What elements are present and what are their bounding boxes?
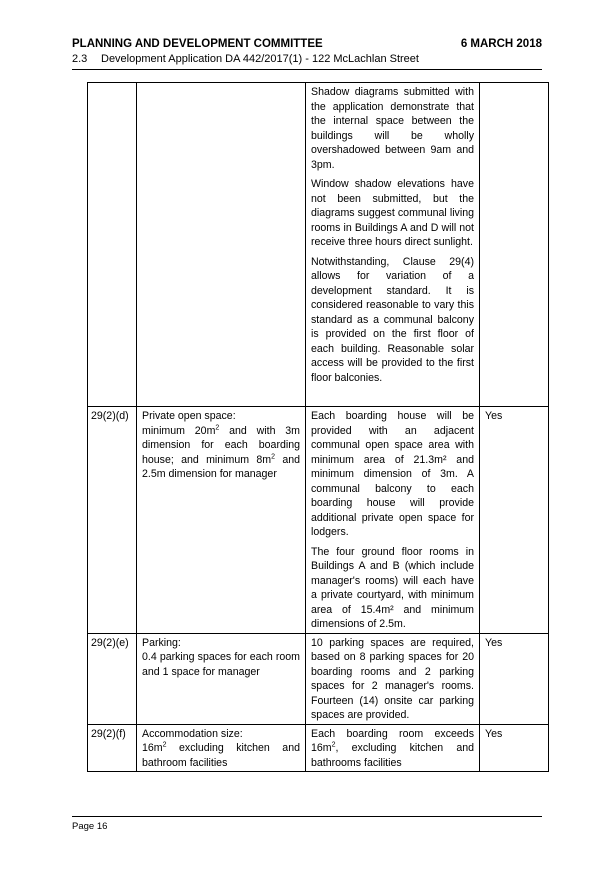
assessment-cell (306, 633, 480, 724)
meeting-date: 6 MARCH 2018 (460, 38, 542, 50)
assessment-cell (306, 724, 480, 772)
table-row (88, 83, 549, 407)
footer-divider (72, 816, 542, 817)
assessment-paragraph: The four ground floor rooms in Buildings A and B (which include manager's rooms) will each have a private courtyard, with minimum area of 15.4m² and minimum dimensions of 2.5m. (311, 545, 474, 630)
item-title: Development Application DA 442/2017(1) - 122 McLachlan Street (101, 53, 419, 65)
committee-name: PLANNING AND DEVELOPMENT COMMITTEE (72, 38, 323, 50)
page-header (72, 38, 542, 50)
complies-cell: Yes (480, 407, 549, 634)
table-row (88, 724, 549, 772)
clause-cell (88, 83, 137, 407)
requirement-text: $16m^2$ excluding kitchen and bathroom facilities (142, 741, 300, 769)
assessment-paragraph: Window shadow elevations have not been submitted, but the diagrams suggest communal living rooms in Buildings A and D will not receive three hours direct sunlight. (311, 178, 474, 248)
assessment-paragraph: 10 parking spaces are required, based on 8 parking spaces for 20 boarding rooms and 2 parking spaces for 2 manager's rooms. Fourteen (14) onsite car parking spaces are provided. (311, 636, 474, 721)
assessment-cell (306, 407, 480, 634)
clause-cell: 29(2)(f) (88, 724, 137, 772)
header-divider (72, 69, 542, 70)
complies-cell: Yes (480, 633, 549, 724)
compliance-table (87, 82, 549, 772)
requirement-text: 0.4 parking spaces for each room and 1 space for manager (142, 651, 300, 678)
assessment-paragraph: Shadow diagrams submitted with the application demonstrate that the internal space between the buildings will be wholly overshadowed between 9am and 3pm. (311, 86, 474, 171)
page-number: Page 16 (72, 821, 108, 832)
assessment-paragraph: Notwithstanding, Clause 29(4) allows for variation of a development standard. It is considered reasonable to vary this standard as a communal balcony is provided on the first floor of each building. Reasonable solar access will be provided to the first floor balconies. (311, 255, 474, 384)
complies-cell: Yes (480, 724, 549, 772)
item-heading (72, 53, 542, 65)
clause-cell: 29(2)(e) (88, 633, 137, 724)
complies-cell (480, 83, 549, 407)
requirement-title: Parking: (142, 636, 181, 649)
assessment-cell (306, 83, 480, 407)
item-number: 2.3 (72, 53, 88, 65)
clause-cell: 29(2)(d) (88, 407, 137, 634)
requirement-cell (137, 83, 306, 407)
assessment-paragraph: Each boarding room exceeds $16m^2$, excluding kitchen and bathrooms facilities (311, 727, 474, 769)
table-row (88, 633, 549, 724)
requirement-title: Accommodation size: (142, 727, 243, 740)
requirement-cell (137, 407, 306, 634)
assessment-paragraph: Each boarding house will be provided with an adjacent communal open space area with minimum area of 21.3m² and minimum dimension of 3m. A communal balcony to each boarding house will provide additional private open space for lodgers. (311, 410, 474, 538)
requirement-cell (137, 633, 306, 724)
requirement-text: minimum $20m^2$ and with 3m dimension for each boarding house; and minimum $8m^2$ and 2.5m dimension for manager (142, 423, 301, 480)
requirement-cell (137, 724, 306, 772)
table-row (88, 407, 549, 634)
requirement-title: Private open space: (142, 410, 236, 422)
